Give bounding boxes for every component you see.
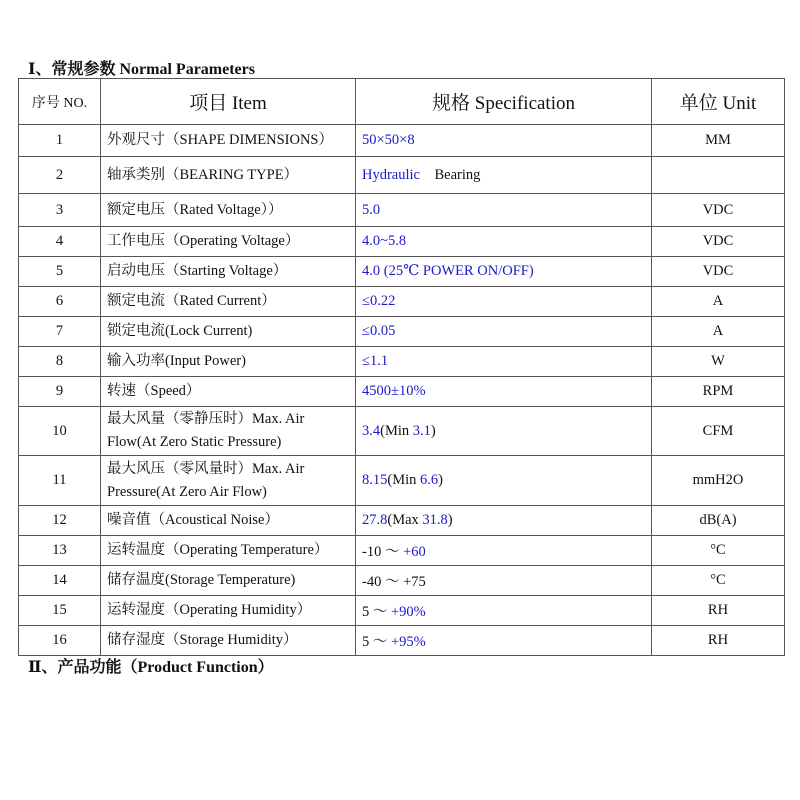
row-item: 额定电流（Rated Current）	[101, 287, 356, 317]
table-row	[19, 257, 785, 287]
normal-parameters-table	[18, 78, 785, 656]
row-spec-part: (Min	[380, 422, 413, 439]
table-row	[19, 407, 785, 456]
row-spec-part: (Min	[387, 472, 420, 488]
row-unit: RH	[652, 626, 785, 656]
table-row	[19, 626, 785, 656]
row-no: 16	[19, 626, 101, 656]
table-row	[19, 456, 785, 506]
row-unit: VDC	[652, 194, 785, 227]
row-item: 锁定电流(Lock Current)	[101, 317, 356, 347]
row-item: 运转温度（Operating Temperature）	[101, 536, 356, 566]
row-item: 储存湿度（Storage Humidity）	[101, 626, 356, 656]
row-spec-part: 3.1	[412, 422, 431, 439]
row-spec-part: (Max	[387, 512, 423, 528]
row-no: 2	[19, 157, 101, 194]
header-unit: 单位 Unit	[652, 79, 785, 125]
row-no: 1	[19, 125, 101, 157]
row-spec-part: )	[447, 512, 453, 528]
row-spec: 4.0 (25℃ POWER ON/OFF)	[356, 257, 652, 287]
row-spec-part: -10 ～	[362, 544, 404, 560]
row-spec: ≤0.05	[356, 317, 652, 347]
row-spec: ≤1.1	[356, 347, 652, 377]
row-no: 4	[19, 227, 101, 257]
table-row	[19, 506, 785, 536]
table-row	[19, 227, 785, 257]
row-spec	[356, 456, 652, 506]
row-spec	[356, 506, 652, 536]
row-no: 6	[19, 287, 101, 317]
row-item: 轴承类别（BEARING TYPE）	[101, 157, 356, 194]
row-unit: RPM	[652, 377, 785, 407]
row-item: 转速（Speed）	[101, 377, 356, 407]
row-item: 工作电压（Operating Voltage）	[101, 227, 356, 257]
row-item: 输入功率(Input Power)	[101, 347, 356, 377]
row-unit: dB(A)	[652, 506, 785, 536]
table-row	[19, 287, 785, 317]
table-row	[19, 566, 785, 596]
row-no: 12	[19, 506, 101, 536]
row-spec: -40 ～ +75	[356, 566, 652, 596]
row-no: 7	[19, 317, 101, 347]
row-spec: 4.0~5.8	[356, 227, 652, 257]
row-item: 额定电压（Rated Voltage））	[101, 194, 356, 227]
row-spec-part: +60	[403, 544, 426, 560]
next-section-title-cut	[28, 656, 328, 676]
row-spec	[356, 596, 652, 626]
row-unit: VDC	[652, 257, 785, 287]
row-no: 15	[19, 596, 101, 626]
row-unit: A	[652, 287, 785, 317]
row-no: 8	[19, 347, 101, 377]
row-item: 最大风量（零静压时）Max. Air Flow(At Zero Static Pressure)	[101, 407, 356, 456]
table-row	[19, 157, 785, 194]
row-no: 13	[19, 536, 101, 566]
row-spec-part: 27.8	[362, 512, 388, 528]
row-unit: °C	[652, 566, 785, 596]
row-spec: 4500±10%	[356, 377, 652, 407]
row-spec	[356, 626, 652, 656]
row-item: 外观尺寸（SHAPE DIMENSIONS）	[101, 125, 356, 157]
row-spec	[356, 407, 652, 456]
table-row	[19, 194, 785, 227]
row-no: 3	[19, 194, 101, 227]
row-spec-part: +90%	[391, 604, 426, 620]
row-no: 14	[19, 566, 101, 596]
header-no: 序号 NO.	[19, 79, 101, 125]
row-spec-part: 8.15	[362, 472, 388, 488]
row-spec-part: +95%	[391, 634, 426, 650]
row-spec: ≤0.22	[356, 287, 652, 317]
row-item: 启动电压（Starting Voltage）	[101, 257, 356, 287]
row-unit: A	[652, 317, 785, 347]
table-row	[19, 377, 785, 407]
table-row	[19, 347, 785, 377]
row-unit	[652, 157, 785, 194]
row-unit: mmH2O	[652, 456, 785, 506]
row-item: 噪音值（Acoustical Noise）	[101, 506, 356, 536]
row-spec-part: 3.4	[362, 422, 381, 439]
row-item: 运转湿度（Operating Humidity）	[101, 596, 356, 626]
table-row	[19, 536, 785, 566]
row-spec-part: Hydraulic	[362, 166, 420, 183]
section-title: Ⅰ、常规参数 Normal Parameters	[28, 61, 255, 78]
row-no: 11	[19, 456, 101, 506]
row-spec-part: 5 ～	[362, 604, 391, 620]
row-unit: MM	[652, 125, 785, 157]
row-unit: W	[652, 347, 785, 377]
row-spec-part: )	[430, 422, 436, 439]
row-spec-part: 6.6	[420, 472, 439, 488]
row-spec	[356, 157, 652, 194]
next-section-title: Ⅱ、产品功能（Product Function）	[28, 659, 274, 676]
row-spec: 50×50×8	[356, 125, 652, 157]
row-spec: 5.0	[356, 194, 652, 227]
row-item: 储存温度(Storage Temperature)	[101, 566, 356, 596]
row-spec-part: 5 ～	[362, 634, 391, 650]
header-row	[19, 79, 785, 125]
row-spec-part: )	[438, 472, 443, 488]
header-item: 项目 Item	[101, 79, 356, 125]
row-unit: CFM	[652, 407, 785, 456]
row-spec-part: 31.8	[422, 512, 448, 528]
table-row	[19, 125, 785, 157]
row-no: 10	[19, 407, 101, 456]
row-spec-part: Bearing	[434, 166, 481, 183]
table-row	[19, 596, 785, 626]
row-unit: °C	[652, 536, 785, 566]
row-no: 5	[19, 257, 101, 287]
row-unit: RH	[652, 596, 785, 626]
table-row	[19, 317, 785, 347]
row-unit: VDC	[652, 227, 785, 257]
header-specification: 规格 Specification	[356, 79, 652, 125]
row-spec	[356, 536, 652, 566]
row-no: 9	[19, 377, 101, 407]
row-item: 最大风压（零风量时）Max. Air Pressure(At Zero Air Flow)	[101, 456, 356, 506]
